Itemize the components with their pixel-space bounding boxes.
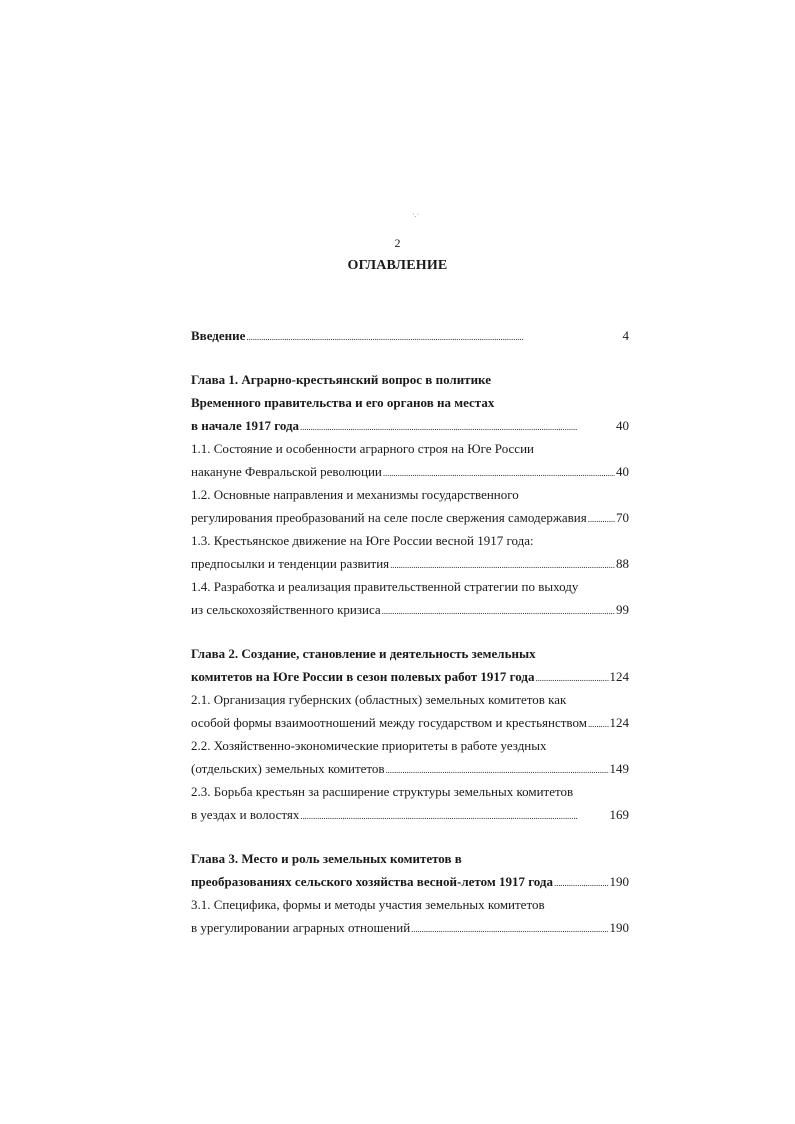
toc-page-ref: 88 [616,556,629,571]
toc-page-ref: 4 [622,328,629,343]
toc-page-ref: 40 [616,418,629,433]
toc-entry-text: особой формы взаимоотношений между государством и крестьянством [191,715,587,730]
chapter-heading-line: Глава 3. Место и роль земельных комитетов в [191,851,462,866]
toc-entry-section-2-1[interactable] [191,711,629,734]
section-line: 2.1. Организация губернских (областных) земельных комитетов как [191,692,567,707]
section-line: 1.4. Разработка и реализация правительственной стратегии по выходу [191,579,579,594]
dot-leader [383,460,615,483]
chapter-heading-line: Глава 2. Создание, становление и деятельность земельных [191,646,536,661]
toc-intro [191,324,629,347]
toc-chapter-1 [191,368,629,621]
dot-leader [390,552,615,575]
dot-leader [535,665,608,688]
toc-entry-chapter-2[interactable] [191,665,629,688]
toc-entry-text: накануне Февральской революции [191,464,382,479]
dot-leader [411,916,608,939]
toc-page-ref: 190 [609,874,629,889]
toc-entry-section-1-2[interactable] [191,506,629,529]
toc-page-ref: 149 [609,761,629,776]
toc-entry-text: комитетов на Юге России в сезон полевых работ 1917 года [191,669,535,684]
toc-chapter-3 [191,847,629,939]
toc-entry-intro[interactable] [191,324,629,347]
toc-page-ref: 99 [616,602,629,617]
chapter-heading-line: Временного правительства и его органов на местах [191,395,495,410]
dot-leader [588,506,615,529]
toc-entry-text: в урегулировании аграрных отношений [191,920,411,935]
toc-page-ref: 190 [609,920,629,935]
section-line: 2.2. Хозяйственно-экономические приоритеты в работе уездных [191,738,547,753]
toc-entry-text: в уездах и волостях [191,807,300,822]
toc-page-ref: 70 [616,510,629,525]
toc-page-ref: 124 [609,669,629,684]
chapter-heading-line: Глава 1. Аграрно-крестьянский вопрос в политике [191,372,491,387]
toc-entry-chapter-3[interactable] [191,870,629,893]
section-line: 1.3. Крестьянское движение на Юге России весной 1917 года: [191,533,534,548]
scan-speck: ·.· [412,210,420,219]
toc-entry-text: преобразованиях сельского хозяйства весной-летом 1917 года [191,874,553,889]
toc-page-ref: 124 [609,715,629,730]
toc-page-ref: 169 [609,807,629,822]
toc-entry-section-2-2[interactable] [191,757,629,780]
dot-leader [554,870,609,893]
table-of-contents [191,324,629,939]
toc-entry-text: предпосылки и тенденции развития [191,556,390,571]
toc-entry-text: (отдельских) земельных комитетов [191,761,385,776]
toc-entry-text: Введение [191,328,246,343]
dot-leader [246,324,621,347]
section-line: 2.3. Борьба крестьян за расширение структуры земельных комитетов [191,784,574,799]
toc-entry-section-2-3[interactable] [191,803,629,826]
toc-entry-chapter-1[interactable] [191,414,629,437]
dot-leader [386,757,609,780]
dot-leader [300,803,608,826]
toc-entry-text: из сельскохозяйственного кризиса [191,602,381,617]
toc-entry-section-1-3[interactable] [191,552,629,575]
toc-entry-section-1-4[interactable] [191,598,629,621]
dot-leader [300,414,615,437]
toc-entry-section-3-1[interactable] [191,916,629,939]
toc-page-ref: 40 [616,464,629,479]
dot-leader [588,711,609,734]
dot-leader [382,598,615,621]
toc-chapter-2 [191,642,629,826]
toc-entry-text: регулирования преобразований на селе после свержения самодержавия [191,510,587,525]
section-line: 1.2. Основные направления и механизмы государственного [191,487,519,502]
page-title: ОГЛАВЛЕНИЕ [347,258,448,273]
toc-entry-section-1-1[interactable] [191,460,629,483]
toc-entry-text: в начале 1917 года [191,418,300,433]
section-line: 3.1. Специфика, формы и методы участия земельных комитетов [191,897,545,912]
page-number: 2 [394,236,401,250]
section-line: 1.1. Состояние и особенности аграрного строя на Юге России [191,441,534,456]
